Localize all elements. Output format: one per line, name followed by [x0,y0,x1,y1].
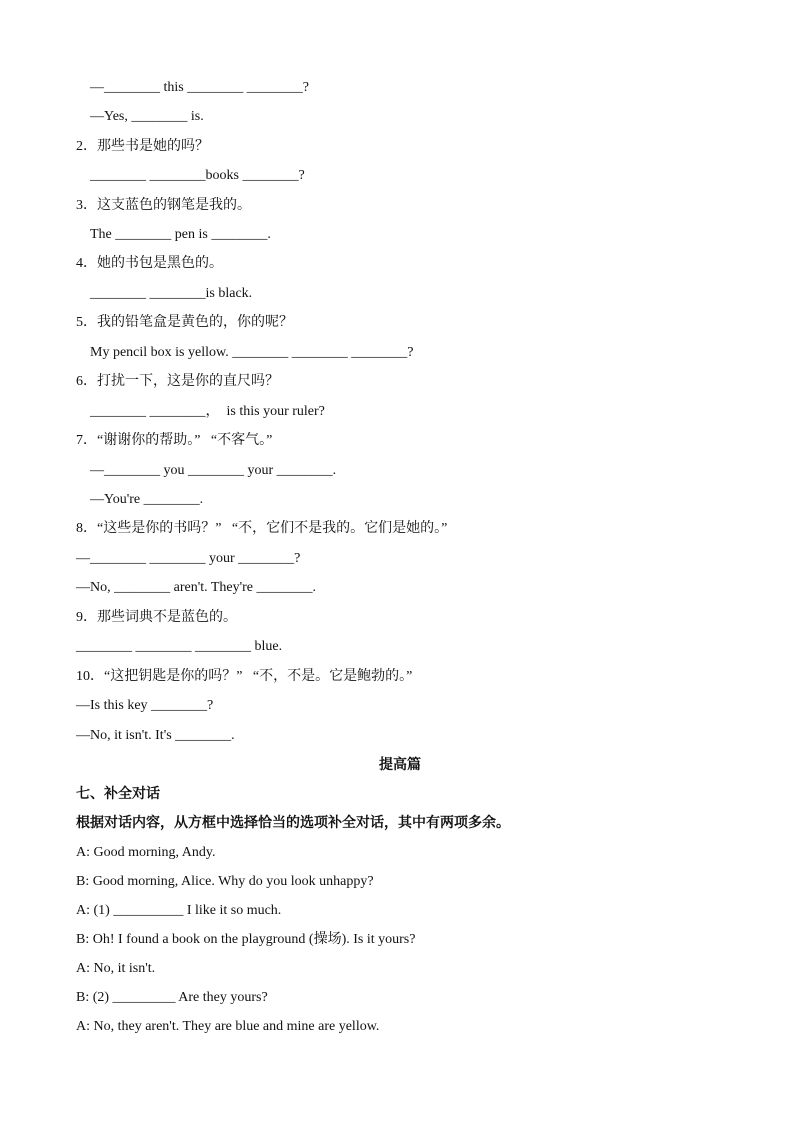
q8-dialogue-line-1: —________ ________ your ________? [76,551,301,566]
q10-prompt: 10．“这把钥匙是你的吗？” “不，不是。它是鲍勃的。” [76,669,413,684]
dialogue-line: A: No, it isn't. [76,961,156,976]
section-title: 提高篇 [379,758,421,773]
q7-prompt: 7．“谢谢你的帮助。” “不客气。” [76,433,273,448]
q3-answer-line: The ________ pen is ________. [90,227,271,242]
q8-prompt: 8．“这些是你的书吗？” “不，它们不是我的。它们是她的。” [76,521,448,536]
q9-answer-line: ________ ________ ________ blue. [76,639,283,654]
q10-dialogue-line-1: —Is this key ________? [76,698,214,713]
dialogue-line: B: (2) _________ Are they yours? [76,990,268,1005]
q1-dialogue-question: —________ this ________ ________? [90,80,309,95]
q1-dialogue-answer: —Yes, ________ is. [90,109,204,124]
q7-dialogue-line-1: —________ you ________ your ________. [90,463,337,478]
q2-prompt: 2．那些书是她的吗？ [76,139,209,154]
q3-prompt: 3．这支蓝色的钢笔是我的。 [76,198,251,213]
dialogue-line: B: Good morning, Alice. Why do you look unhappy? [76,874,374,889]
q5-answer-line: My pencil box is yellow. ________ ________ ________? [90,345,414,360]
instruction-text: 根据对话内容，从方框中选择恰当的选项补全对话，其中有两项多余。 [76,816,510,831]
q5-prompt: 5．我的铅笔盒是黄色的，你的呢？ [76,315,293,330]
dialogue-line: A: (1) __________ I like it so much. [76,903,282,918]
q9-prompt: 9．那些词典不是蓝色的。 [76,610,237,625]
q6-answer-line: ________ ________， is this your ruler? [90,404,325,419]
dialogue-line: A: Good morning, Andy. [76,845,216,860]
dialogue-line: B: Oh! I found a book on the playground (操场). Is it yours? [76,932,416,947]
q10-dialogue-line-2: —No, it isn't. It's ________. [76,728,235,743]
q4-prompt: 4．她的书包是黑色的。 [76,256,223,271]
q4-answer-line: ________ ________is black. [90,286,253,301]
q8-dialogue-line-2: —No, ________ aren't. They're ________. [76,580,317,595]
section-heading: 七、补全对话 [76,787,160,802]
q2-answer-line: ________ ________books ________? [90,168,305,183]
q6-prompt: 6．打扰一下，这是你的直尺吗？ [76,374,279,389]
dialogue-line: A: No, they aren't. They are blue and mine are yellow. [76,1019,380,1034]
q7-dialogue-line-2: —You're ________. [90,492,204,507]
